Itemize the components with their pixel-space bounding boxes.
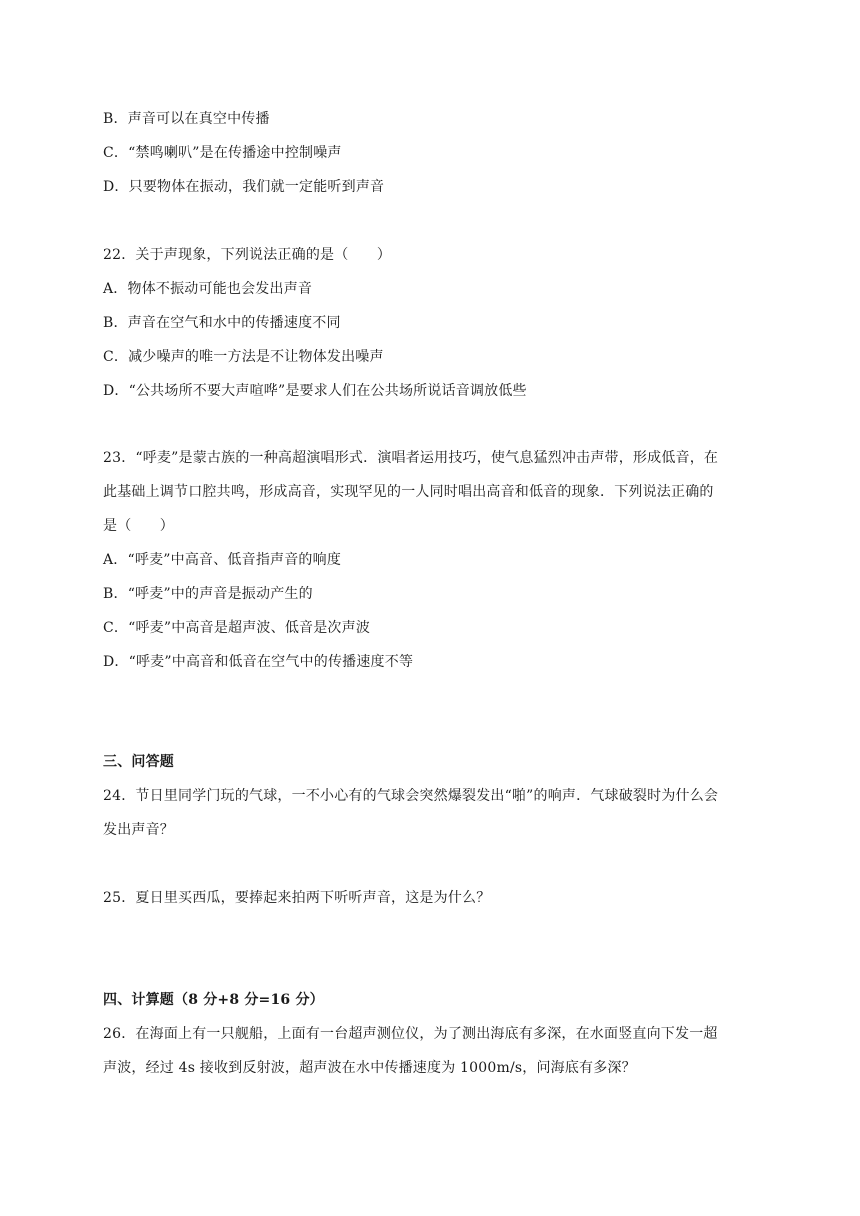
q26-line1: 26．在海面上有一只舰船，上面有一台超声测位仪，为了测出海底有多深，在水面竖直向下发一超 [103,1026,718,1042]
q21-option-b: B．声音可以在真空中传播 [103,111,270,127]
q26-line2: 声波，经过 4s 接收到反射波，超声波在水中传播速度为 1000m/s，问海底有多深？ [103,1060,636,1076]
q25: 25．夏日里买西瓜，要捧起来拍两下听听声音，这是为什么？ [103,890,491,906]
q23-option-d: D．“呼麦”中高音和低音在空气中的传播速度不等 [103,654,414,670]
q22-option-b: B．声音在空气和水中的传播速度不同 [103,315,341,331]
section4-heading: 四、计算题（8 分+8 分=16 分） [103,992,324,1008]
q23-option-b: B．“呼麦”中的声音是振动产生的 [103,586,313,602]
q22-option-a: A．物体不振动可能也会发出声音 [103,281,313,297]
q23-stem-line3: 是（ ） [103,518,174,534]
q21-option-c: C．“禁鸣喇叭”是在传播途中控制噪声 [103,145,342,161]
q23-stem-line1: 23．“呼麦”是蒙古族的一种高超演唱形式．演唱者运用技巧，使气息猛烈冲击声带，形成低音，在 [103,450,719,466]
q22-option-c: C．减少噪声的唯一方法是不让物体发出噪声 [103,349,384,365]
q23-stem-line2: 此基础上调节口腔共鸣，形成高音，实现罕见的一人同时唱出高音和低音的现象．下列说法正确的 [103,484,714,500]
q21-option-d: D．只要物体在振动，我们就一定能听到声音 [103,179,385,195]
q24-line2: 发出声音？ [103,822,174,838]
q23-option-c: C．“呼麦”中高音是超声波、低音是次声波 [103,620,371,636]
q22-option-d: D．“公共场所不要大声喧哗”是要求人们在公共场所说话音调放低些 [103,383,527,399]
q23-option-a: A．“呼麦”中高音、低音指声音的响度 [103,552,342,568]
section3-heading: 三、问答题 [103,754,174,770]
q24-line1: 24．节日里同学门玩的气球，一不小心有的气球会突然爆裂发出“啪”的响声．气球破裂时为什么会 [103,788,719,804]
q22-stem: 22．关于声现象，下列说法正确的是（ ） [103,247,392,263]
